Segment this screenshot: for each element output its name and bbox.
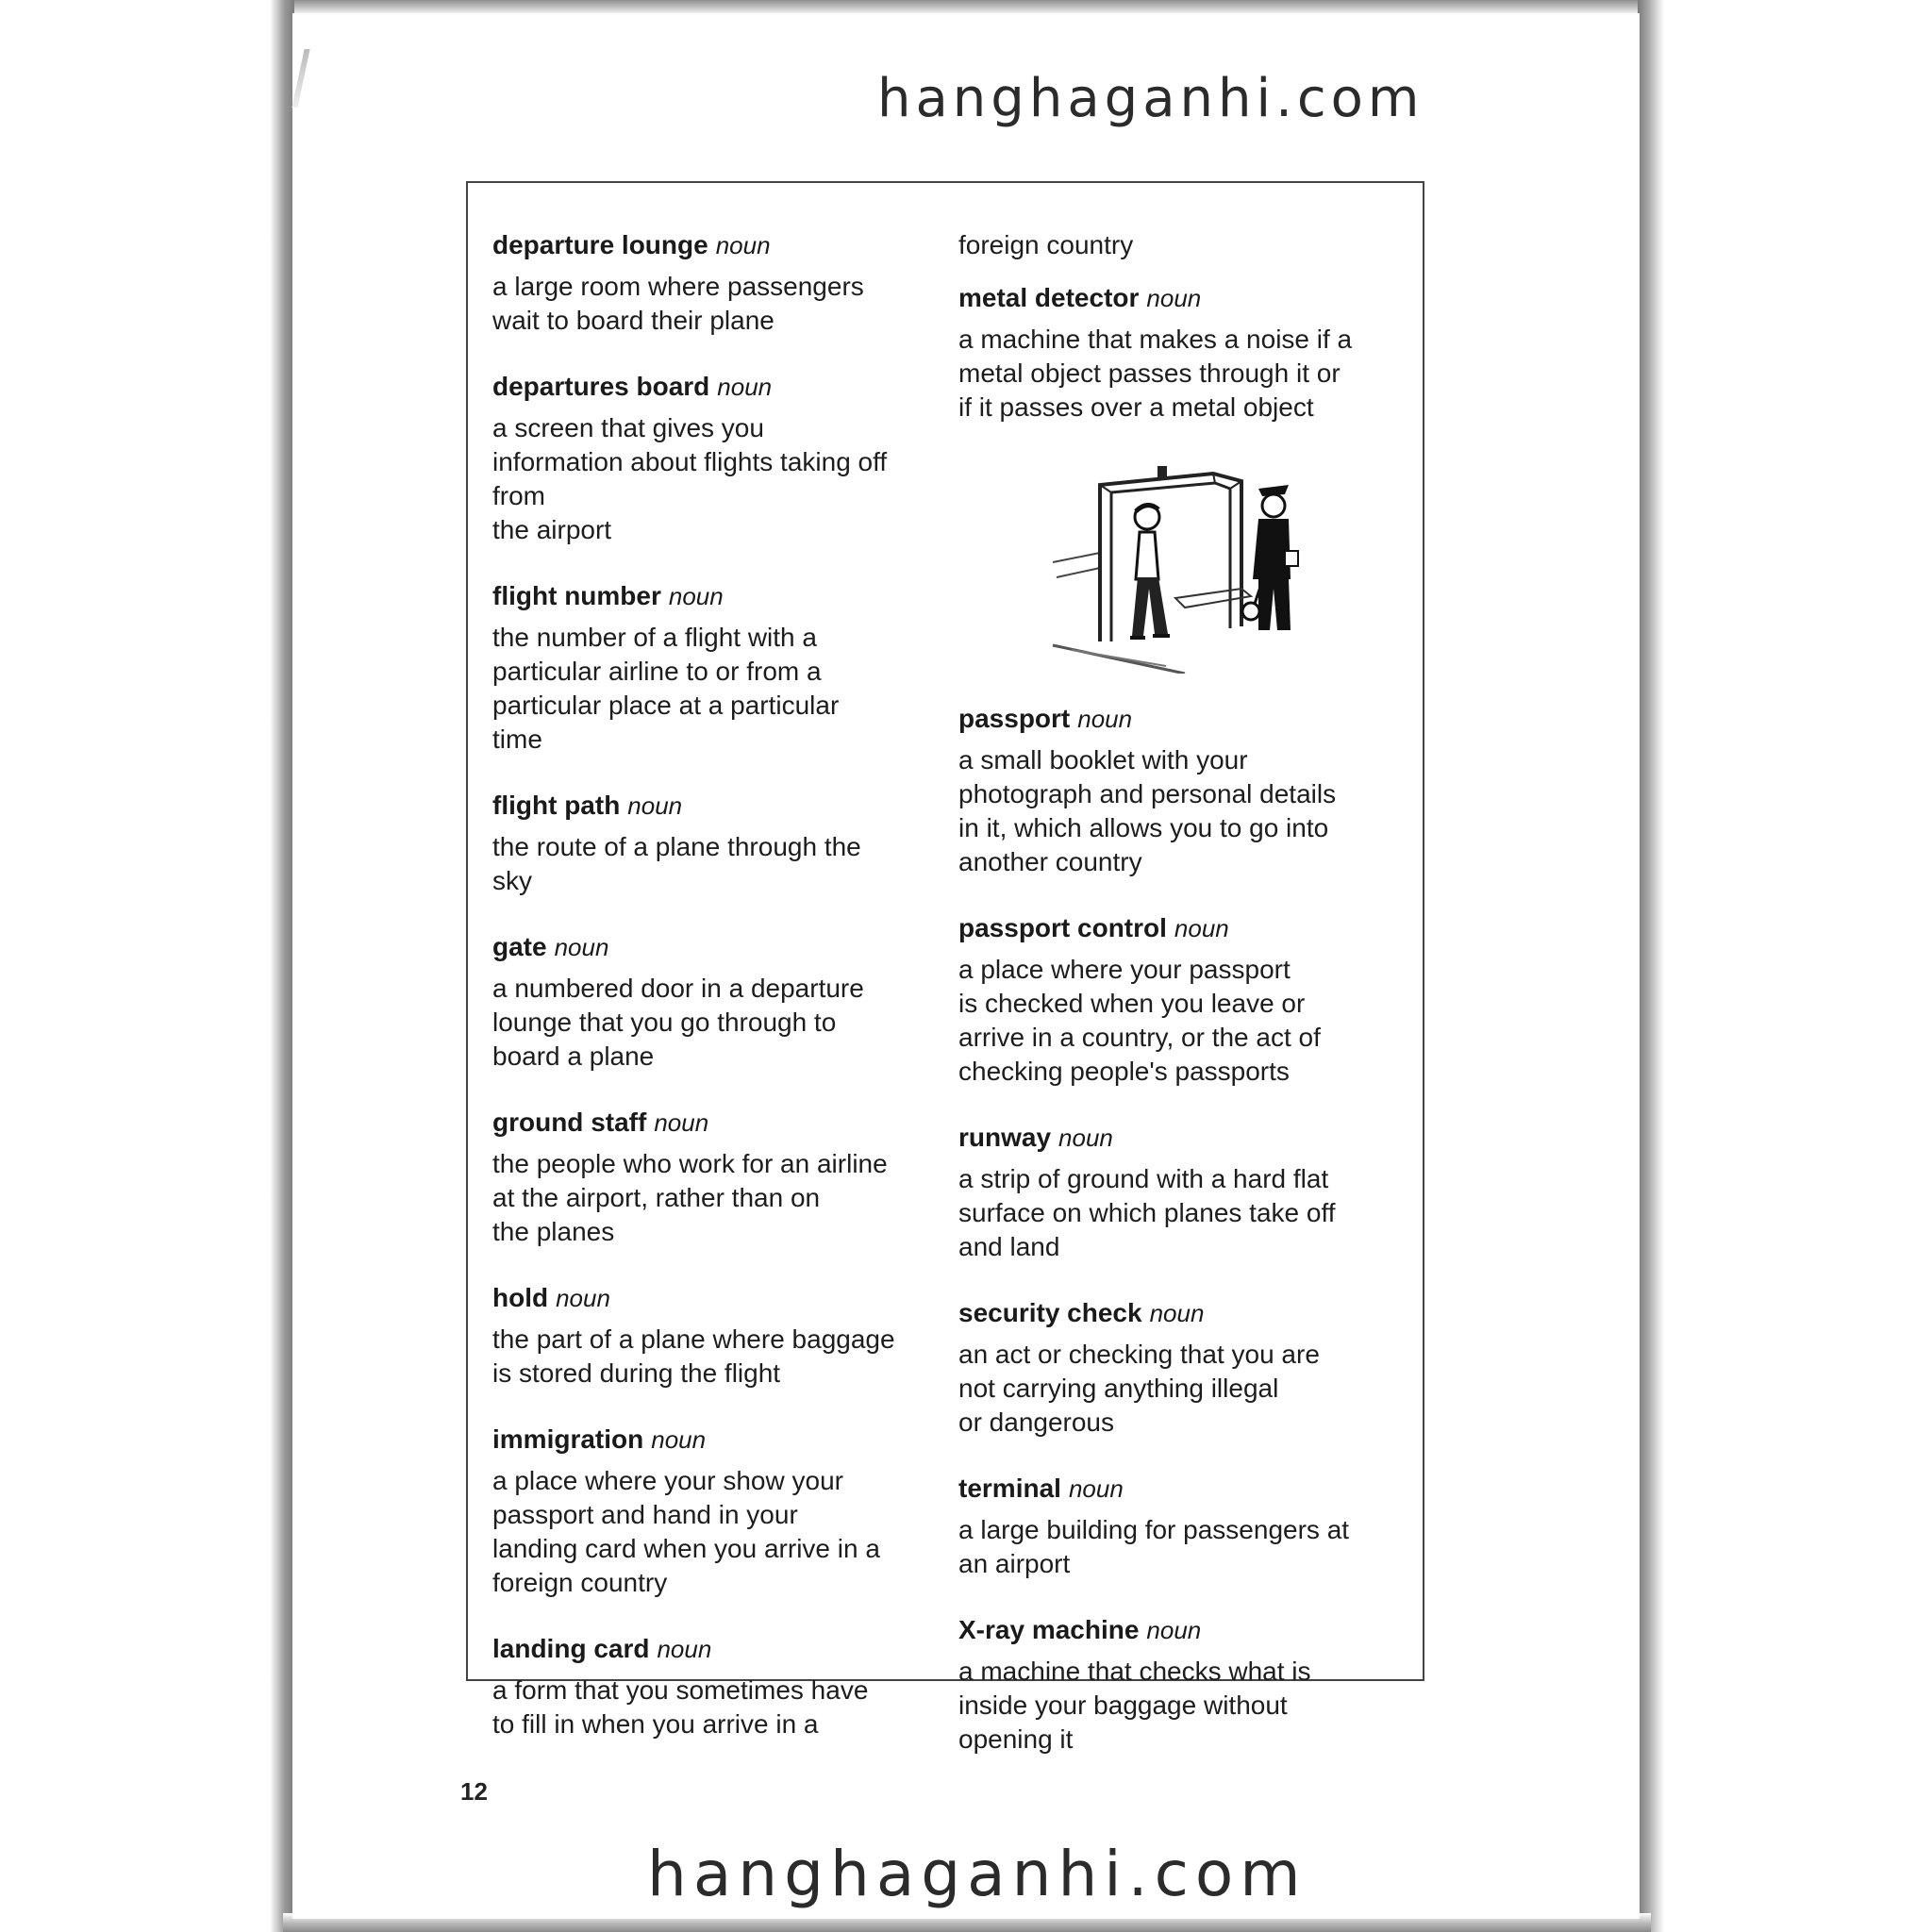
entry-definition: [958, 1162, 1411, 1264]
entry-term: passport: [958, 704, 1071, 733]
entry-definition: [492, 270, 943, 338]
entry-definition: [958, 1338, 1411, 1440]
entry-part-of-speech: noun: [1149, 1299, 1205, 1327]
entry-heading: [492, 789, 943, 823]
entry-definition: [492, 621, 943, 757]
entry-heading: [958, 1613, 1411, 1647]
entry-term: landing card: [492, 1634, 650, 1663]
definition-line: and land: [958, 1232, 1060, 1261]
definition-line: sky: [492, 866, 532, 895]
definition-line: is stored during the flight: [492, 1358, 781, 1388]
entry-definition: [492, 1464, 943, 1600]
definition-line: at the airport, rather than on: [492, 1183, 821, 1212]
entry-definition: [958, 1655, 1411, 1757]
definition-line: metal object passes through it or: [958, 358, 1341, 388]
entry-part-of-speech: noun: [668, 582, 724, 610]
entry-definition: [958, 323, 1411, 425]
entry-part-of-speech: noun: [1068, 1474, 1124, 1503]
entry-definition: [492, 1147, 943, 1249]
corner-mark: [291, 49, 309, 108]
entry-heading: [492, 1106, 943, 1140]
entries-before-illustration: [958, 281, 1411, 425]
definition-line: photograph and personal details: [958, 779, 1337, 808]
glossary-column-right: [958, 228, 1411, 1789]
glossary-entry: [492, 579, 943, 757]
entry-definition: [958, 743, 1411, 879]
definition-line: landing card when you arrive in a: [492, 1534, 880, 1563]
glossary-entry: [492, 370, 943, 547]
entry-term: immigration: [492, 1424, 644, 1454]
definition-line: is checked when you leave or: [958, 989, 1306, 1018]
entry-part-of-speech: noun: [717, 373, 773, 401]
entry-part-of-speech: noun: [1174, 914, 1229, 942]
glossary-column-left: [492, 228, 943, 1774]
glossary-entry: [492, 1106, 943, 1249]
definition-line: checking people's passports: [958, 1057, 1290, 1086]
entry-heading: [958, 281, 1411, 315]
entry-part-of-speech: noun: [654, 1108, 709, 1137]
entry-term: terminal: [958, 1474, 1061, 1503]
definition-line: an act or checking that you are: [958, 1340, 1320, 1369]
scan-shadow-right: [1638, 0, 1664, 1932]
entry-definition: [492, 1323, 943, 1391]
page-number: 12: [460, 1777, 488, 1806]
entry-part-of-speech: noun: [657, 1635, 712, 1663]
definition-line: a machine that makes a noise if a: [958, 325, 1353, 354]
definition-line: the people who work for an airline: [492, 1149, 888, 1178]
glossary-entry: [958, 1613, 1411, 1757]
entry-term: ground staff: [492, 1108, 647, 1137]
scanned-page: [292, 13, 1640, 1919]
glossary-entry: [492, 228, 943, 338]
entry-heading: [958, 1296, 1411, 1330]
definition-line: surface on which planes take off: [958, 1198, 1336, 1227]
definition-line: opening it: [958, 1724, 1074, 1754]
definition-line: to fill in when you arrive in a: [492, 1709, 819, 1739]
glossary-entry: [958, 281, 1411, 425]
entry-part-of-speech: noun: [1146, 284, 1202, 312]
definition-line: information about flights taking off: [492, 447, 888, 476]
watermark-bottom: hanghaganhi.com: [647, 1838, 1307, 1910]
entry-definition: [492, 972, 943, 1074]
entry-heading: [958, 1121, 1411, 1155]
entry-term: passport control: [958, 913, 1167, 942]
entry-definition: [958, 953, 1411, 1089]
definition-line: passport and hand in your: [492, 1500, 798, 1529]
glossary-entry: [492, 789, 943, 898]
entry-heading: [492, 228, 943, 262]
definition-line: a machine that checks what is: [958, 1657, 1311, 1686]
glossary-entry: [958, 1121, 1411, 1264]
definition-line: board a plane: [492, 1041, 655, 1071]
definition-line: wait to board their plane: [492, 306, 774, 335]
entry-term: security check: [958, 1298, 1142, 1327]
definition-line: a screen that gives you: [492, 413, 764, 442]
metal-detector-illustration: [958, 457, 1411, 674]
continued-definition: foreign country: [958, 230, 1134, 259]
definition-line: foreign country: [492, 1568, 668, 1597]
entry-definition: [492, 830, 943, 898]
definition-line: time: [492, 724, 542, 754]
definition-line: or dangerous: [958, 1407, 1115, 1437]
entry-part-of-speech: noun: [715, 231, 771, 259]
entry-heading: [492, 579, 943, 613]
definition-line: particular place at a particular: [492, 691, 840, 720]
entry-part-of-speech: noun: [554, 933, 609, 961]
entry-part-of-speech: noun: [1146, 1616, 1202, 1644]
scan-shadow-left: [270, 0, 294, 1932]
entry-part-of-speech: noun: [556, 1284, 610, 1312]
entry-term: metal detector: [958, 283, 1140, 312]
definition-line: lounge that you go through to: [492, 1008, 837, 1037]
definition-line: not carrying anything illegal: [958, 1374, 1279, 1403]
entry-term: flight path: [492, 791, 621, 820]
entry-definition: [492, 411, 943, 547]
definition-line: from: [492, 481, 545, 510]
definition-line: the number of a flight with a: [492, 623, 817, 652]
glossary-entry: [958, 1472, 1411, 1581]
glossary-entry: [958, 911, 1411, 1089]
definition-line: a numbered door in a departure: [492, 974, 864, 1003]
glossary-entry: [958, 1296, 1411, 1440]
definition-line: the route of a plane through the: [492, 832, 861, 861]
glossary-entry: [492, 1423, 943, 1600]
definition-line: a small booklet with your: [958, 745, 1248, 774]
entry-term: runway: [958, 1123, 1052, 1152]
entry-term: hold: [492, 1283, 549, 1312]
definition-line: inside your baggage without: [958, 1690, 1288, 1720]
glossary-entry: [492, 1632, 943, 1741]
definition-line: if it passes over a metal object: [958, 392, 1314, 422]
entry-term: flight number: [492, 581, 661, 610]
definition-line: a strip of ground with a hard flat: [958, 1164, 1329, 1193]
entry-heading: [492, 1423, 943, 1457]
entry-heading: [492, 1281, 943, 1315]
entry-definition: [492, 1674, 943, 1741]
definition-line: arrive in a country, or the act of: [958, 1023, 1321, 1052]
metal-detector-icon: [958, 457, 1411, 674]
entry-heading: [492, 370, 943, 404]
definition-line: the planes: [492, 1217, 615, 1246]
entry-definition: [958, 1513, 1411, 1581]
glossary-box: [466, 181, 1424, 1754]
entry-part-of-speech: noun: [651, 1425, 707, 1454]
entry-heading: [492, 930, 943, 964]
entry-heading: [958, 911, 1411, 945]
entry-part-of-speech: noun: [1058, 1124, 1113, 1152]
definition-line: the airport: [492, 515, 612, 544]
glossary-entry: [492, 1281, 943, 1391]
definition-line: particular airline to or from a: [492, 657, 822, 686]
definition-line: the part of a plane where baggage: [492, 1324, 895, 1354]
definition-line: a place where your show your: [492, 1466, 843, 1495]
watermark-top: hanghaganhi.com: [877, 68, 1424, 129]
entry-part-of-speech: noun: [1077, 705, 1133, 733]
entry-heading: [958, 1472, 1411, 1506]
definition-line: a large room where passengers: [492, 272, 864, 301]
entry-term: departures board: [492, 372, 710, 401]
entry-part-of-speech: noun: [627, 791, 683, 820]
definition-line: a form that you sometimes have: [492, 1675, 869, 1705]
definition-line: in it, which allows you to go into: [958, 813, 1329, 842]
definition-line: an airport: [958, 1549, 1071, 1578]
entry-heading: [958, 702, 1411, 736]
entry-term: gate: [492, 932, 547, 961]
glossary-entry: [492, 930, 943, 1074]
entries-after-illustration: [958, 702, 1411, 1757]
glossary-entry: [958, 702, 1411, 879]
definition-line: another country: [958, 847, 1142, 876]
definition-line: a large building for passengers at: [958, 1515, 1350, 1544]
definition-line: a place where your passport: [958, 955, 1291, 984]
entry-term: departure lounge: [492, 230, 708, 259]
entry-term: X-ray machine: [958, 1615, 1140, 1644]
entry-heading: [492, 1632, 943, 1666]
